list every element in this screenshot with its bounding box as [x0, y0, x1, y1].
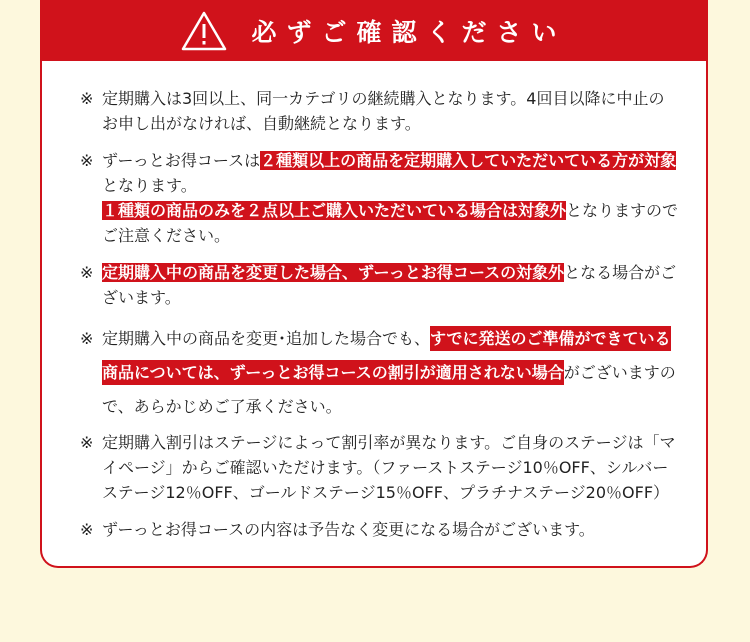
notice-text: となります。	[102, 176, 197, 195]
highlight-text: 定期購入中の商品を変更した場合、ずーっとお得コースの対象外	[102, 263, 565, 282]
highlight-text: １種類の商品のみを２点以上ご購入いただいている場合は対象外	[102, 201, 567, 220]
reference-mark: ※	[80, 433, 94, 452]
reference-mark: ※	[80, 520, 94, 539]
notice-text: 定期購入中の商品を変更･追加した場合でも、	[102, 329, 431, 348]
notice-text: がございますので、あらかじめご了承ください。	[102, 363, 676, 416]
notice-item	[80, 86, 680, 136]
notice-text: 定期購入割引はステージによって割引率が異なります。ご自身のステージは「マイページ」からご確認いただけます。（ファーストステージ10％OFF、シルバーステージ12％OFF、ゴールドステージ15％OFF、プラチナステージ20％OFF）	[102, 433, 676, 502]
notice-card	[40, 0, 708, 568]
warning-icon	[181, 10, 227, 52]
reference-mark: ※	[80, 151, 94, 170]
reference-mark: ※	[80, 263, 94, 282]
notice-item	[80, 322, 680, 424]
notice-item	[80, 260, 680, 310]
highlight-text: ２種類以上の商品を定期購入していただいている方が対象	[260, 151, 677, 170]
notice-item	[80, 148, 680, 248]
notice-text: ずーっとお得コースは	[102, 151, 261, 170]
highlight-text: すでに発送のご準備ができている商品については、ずーっとお得コースの割引が適用されない場合	[102, 326, 671, 385]
notice-list	[80, 86, 680, 554]
notice-item	[80, 517, 680, 542]
notice-text: ずーっとお得コースの内容は予告なく変更になる場合がございます。	[102, 520, 595, 539]
notice-title: 必ずご確認ください	[251, 17, 567, 47]
notice-text: となりますのでご注意ください。	[102, 201, 679, 245]
notice-item	[80, 430, 680, 505]
reference-mark: ※	[80, 89, 94, 108]
notice-text: 定期購入は3回以上、同一カテゴリの継続購入となります。4回目以降に中止のお申し出がなければ、自動継続となります。	[102, 89, 665, 133]
notice-header	[40, 0, 708, 61]
notice-text: となる場合がございます。	[102, 263, 677, 307]
reference-mark: ※	[80, 329, 94, 348]
